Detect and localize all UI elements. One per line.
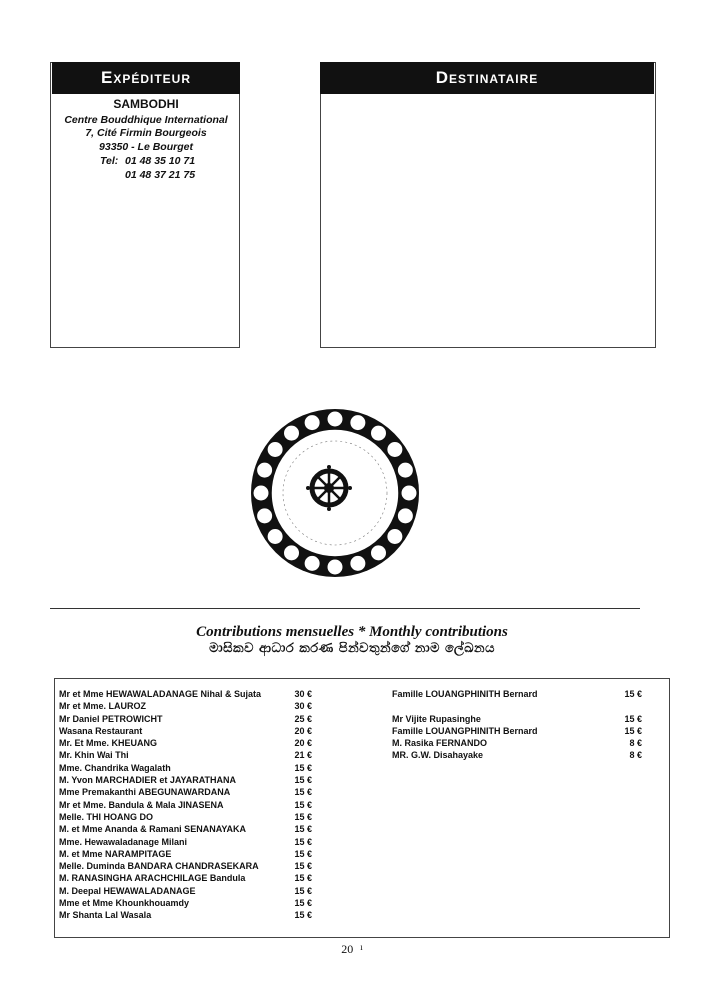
logo-bead bbox=[304, 555, 320, 571]
contributor-name bbox=[392, 700, 538, 712]
contribution-amount: 15 € bbox=[294, 787, 312, 798]
contribution-amount: 25 € bbox=[294, 713, 312, 724]
logo-bead bbox=[397, 462, 413, 478]
sender-name: SAMBODHI bbox=[113, 97, 179, 111]
logo-bead bbox=[327, 411, 343, 427]
contribution-amount: 8 € bbox=[629, 750, 642, 761]
contribution-amount: 15 € bbox=[294, 799, 312, 810]
contributor-name: Mme Premakanthi ABEGUNAWARDANA bbox=[59, 787, 231, 798]
sender-tel-label: Tel: bbox=[100, 155, 119, 167]
contributor-name: Mr Shanta Lal Wasala bbox=[59, 910, 152, 921]
contributor-name: M. RANASINGHA ARACHCHILAGE Bandula bbox=[59, 873, 246, 884]
right-names-column bbox=[392, 688, 538, 762]
contribution-amount: 15 € bbox=[294, 861, 312, 872]
contribution-amount: 15 € bbox=[294, 775, 312, 786]
contributor-name: Mme. Hewawaladanage Milani bbox=[59, 836, 188, 847]
sender-address bbox=[52, 98, 240, 154]
logo-bead bbox=[284, 545, 300, 561]
logo-bead bbox=[253, 485, 269, 501]
contribution-amount: 15 € bbox=[294, 885, 312, 896]
contributions-subtitle: මාසිකව ආධාර කරණ පින්වතුන්ගේ නාම ලේඛනය bbox=[209, 641, 495, 656]
logo-bead bbox=[387, 442, 403, 458]
logo-bead bbox=[370, 545, 386, 561]
contribution-amount: 15 € bbox=[624, 713, 642, 724]
contributor-name: Mr et Mme. LAUROZ bbox=[59, 701, 147, 712]
logo-bead bbox=[267, 442, 283, 458]
sender-tel2: 01 48 37 21 75 bbox=[125, 169, 196, 181]
contributor-name: M. et Mme Ananda & Ramani SENANAYAKA bbox=[59, 824, 247, 835]
contributor-name: Mr. Et Mme. KHEUANG bbox=[59, 738, 158, 749]
contribution-amount bbox=[610, 700, 642, 712]
contribution-amount: 30 € bbox=[294, 689, 312, 699]
contributor-name: Mr. Khin Wai Thi bbox=[59, 750, 129, 761]
sender-line3: 93350 - Le Bourget bbox=[99, 140, 193, 153]
contributor-name: Mr et Mme HEWAWALADANAGE Nihal & Sujata bbox=[59, 689, 262, 699]
logo-bead bbox=[401, 485, 417, 501]
contribution-amount: 15 € bbox=[624, 689, 642, 699]
page-footer bbox=[0, 942, 704, 957]
contributor-name: Famille LOUANGPHINITH Bernard bbox=[392, 689, 538, 699]
logo-bead bbox=[284, 425, 300, 441]
contributor-name: M. Yvon MARCHADIER et JAYARATHANA bbox=[59, 775, 237, 786]
recipient-heading: Destinataire bbox=[320, 62, 654, 94]
contribution-amount: 15 € bbox=[294, 910, 312, 921]
logo-bead bbox=[304, 415, 320, 431]
contribution-amount: 20 € bbox=[294, 725, 312, 736]
contributor-name: Melle. THI HOANG DO bbox=[59, 811, 154, 822]
contributor-name: Famille LOUANGPHINITH Bernard bbox=[392, 725, 538, 736]
contributor-name: Mr et Mme. Bandula & Mala JINASENA bbox=[59, 799, 224, 810]
right-amounts-column bbox=[610, 688, 642, 762]
logo-bead bbox=[397, 508, 413, 524]
contributor-name: M. et Mme NARAMPITAGE bbox=[59, 848, 172, 859]
logo-bead bbox=[350, 415, 366, 431]
contribution-amount: 8 € bbox=[629, 738, 642, 749]
contributor-name: Mme et Mme Khounkhouamdy bbox=[59, 898, 190, 909]
contribution-amount: 15 € bbox=[294, 836, 312, 847]
contributor-name: Wasana Restaurant bbox=[59, 725, 143, 736]
contribution-amount: 15 € bbox=[294, 898, 312, 909]
logo-bead bbox=[327, 559, 343, 575]
contributions-title: Contributions mensuelles * Monthly contributions bbox=[196, 624, 508, 640]
logo-bead bbox=[350, 555, 366, 571]
section-divider bbox=[50, 608, 640, 609]
page-mark: ı bbox=[360, 942, 363, 952]
contribution-amount: 15 € bbox=[294, 873, 312, 884]
logo-bead bbox=[257, 462, 273, 478]
logo-bead bbox=[267, 528, 283, 544]
contribution-amount: 15 € bbox=[624, 725, 642, 736]
contribution-amount: 15 € bbox=[294, 848, 312, 859]
contribution-amount: 21 € bbox=[294, 750, 312, 761]
contributor-name: M. Rasika FERNANDO bbox=[392, 738, 488, 749]
contribution-amount: 15 € bbox=[294, 824, 312, 835]
logo-bead bbox=[257, 508, 273, 524]
contribution-amount: 20 € bbox=[294, 738, 312, 749]
contribution-amount: 15 € bbox=[294, 811, 312, 822]
contributor-name: Mme. Chandrika Wagalath bbox=[59, 762, 171, 773]
sender-tel1: 01 48 35 10 71 bbox=[125, 155, 196, 167]
contributor-name: Mr Vijite Rupasinghe bbox=[392, 713, 481, 724]
sender-heading: Expéditeur bbox=[52, 62, 240, 94]
contributor-name: M. Deepal HEWAWALADANAGE bbox=[59, 885, 196, 896]
contribution-amount: 30 € bbox=[294, 701, 312, 712]
left-names-column bbox=[59, 688, 261, 922]
dharma-wheel-logo bbox=[250, 408, 420, 578]
contributor-name: Melle. Duminda BANDARA CHANDRASEKARA bbox=[59, 861, 259, 872]
contributor-name: Mr Daniel PETROWICHT bbox=[59, 713, 163, 724]
logo-bead bbox=[370, 425, 386, 441]
page-number: 20 bbox=[341, 942, 354, 956]
sender-line2: 7, Cité Firmin Bourgeois bbox=[85, 127, 207, 139]
sender-line1: Centre Bouddhique International bbox=[64, 113, 228, 126]
left-amounts-column bbox=[280, 688, 312, 922]
contribution-amount: 15 € bbox=[294, 762, 312, 773]
logo-bead bbox=[387, 528, 403, 544]
contributor-name: MR. G.W. Disahayake bbox=[392, 750, 484, 761]
recipient-box bbox=[320, 62, 656, 348]
